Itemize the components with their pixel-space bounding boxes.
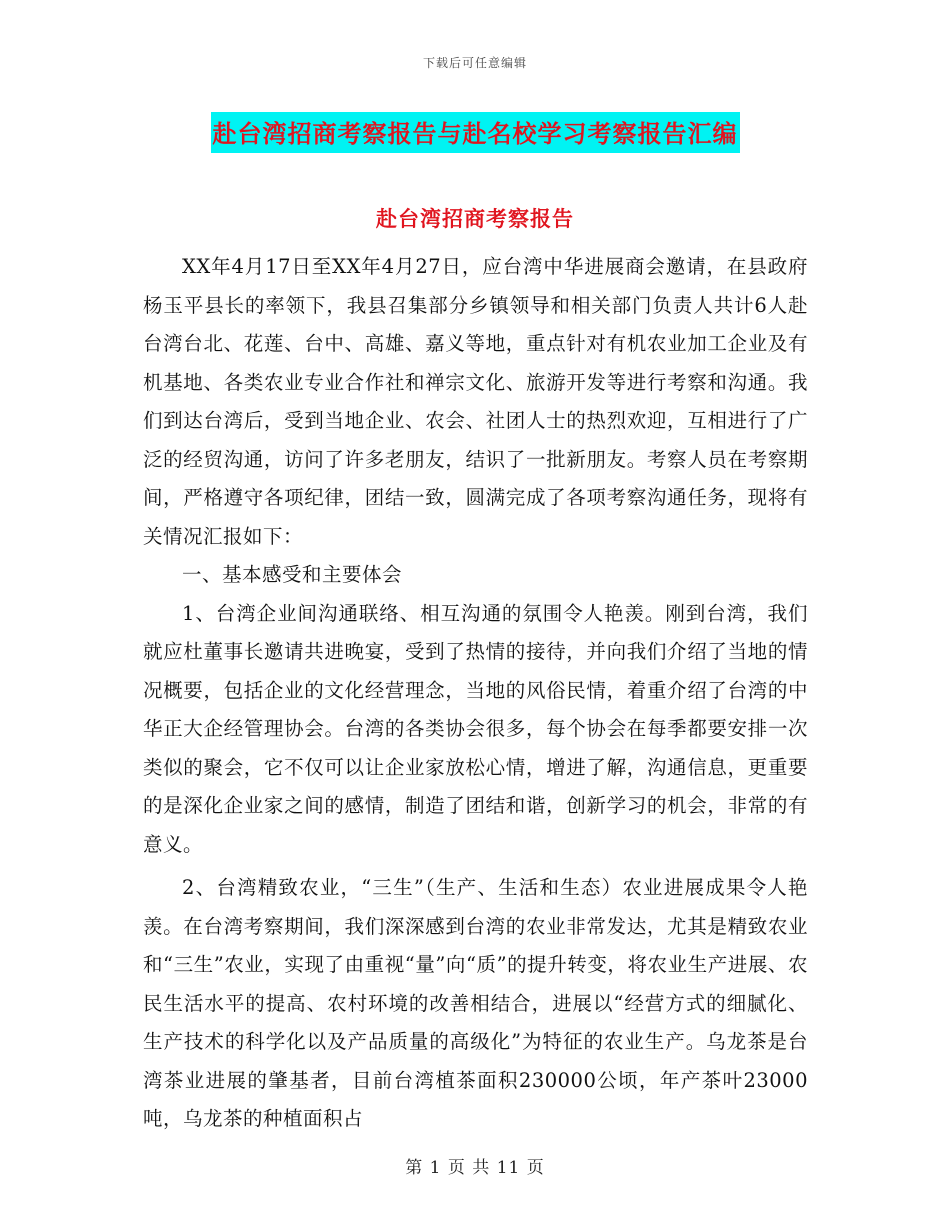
section-title: 赴台湾招商考察报告: [376, 206, 574, 231]
paragraph-point-1: 1、台湾企业间沟通联络、相互沟通的氛围令人艳羡。刚到台湾，我们就应杜董事长邀请共进晚宴，受到了热情的接待，并向我们介绍了当地的情况概要，包括企业的文化经营理念，当地的风俗民情，着重介绍了台湾的中华正大企经管理协会。台湾的各类协会很多，每个协会在每季都要安排一次类似的聚会，它不仅可以让企业家放松心情，增进了解，沟通信息，更重要的是深化企业家之间的感情，制造了团结和谐，创新学习的机会，非常的有意义。: [143, 601, 808, 856]
page-number: 第 1 页 共 11 页: [405, 1158, 545, 1178]
header-note: 下载后可任意编辑: [422, 56, 527, 70]
paragraph-heading-1: 一、基本感受和主要体会: [182, 563, 403, 586]
paragraph-point-2: 2、台湾精致农业，“三生”（生产、生活和生态）农业进展成果令人艳羡。在台湾考察期间，我们深深感到台湾的农业非常发达，尤其是精致农业和“三生”农业，实现了由重视“量”向“质”的提升转变，将农业生产进展、农民生活水平的提高、农村环境的改善相结合，进展以“经营方式的细腻化、生产技术的科学化以及产品质量的高级化”为特征的农业生产。乌龙茶是台湾茶业进展的肇基者，目前台湾植茶面积230000公顷，年产茶叶23000吨，乌龙茶的种植面积占: [143, 876, 808, 1130]
main-title-container: [0, 112, 950, 153]
paragraph-intro: XX年4月17日至XX年4月27日，应台湾中华进展商会邀请，在县政府杨玉平县长的率领下，我县召集部分乡镇领导和相关部门负责人共计6人赴台湾台北、花莲、台中、高雄、嘉义等地，重点针对有机农业加工企业及有机基地、各类农业专业合作社和禅宗文化、旅游开发等进行考察和沟通。我们到达台湾后，受到当地企业、农会、社团人士的热烈欢迎，互相进行了广泛的经贸沟通，访问了许多老朋友，结识了一批新朋友。考察人员在考察期间，严格遵守各项纪律，团结一致，圆满完成了各项考察沟通任务，现将有关情况汇报如下：: [143, 255, 808, 548]
main-title: 赴台湾招商考察报告与赴名校学习考察报告汇编: [211, 112, 740, 153]
document-body: [143, 248, 808, 1139]
